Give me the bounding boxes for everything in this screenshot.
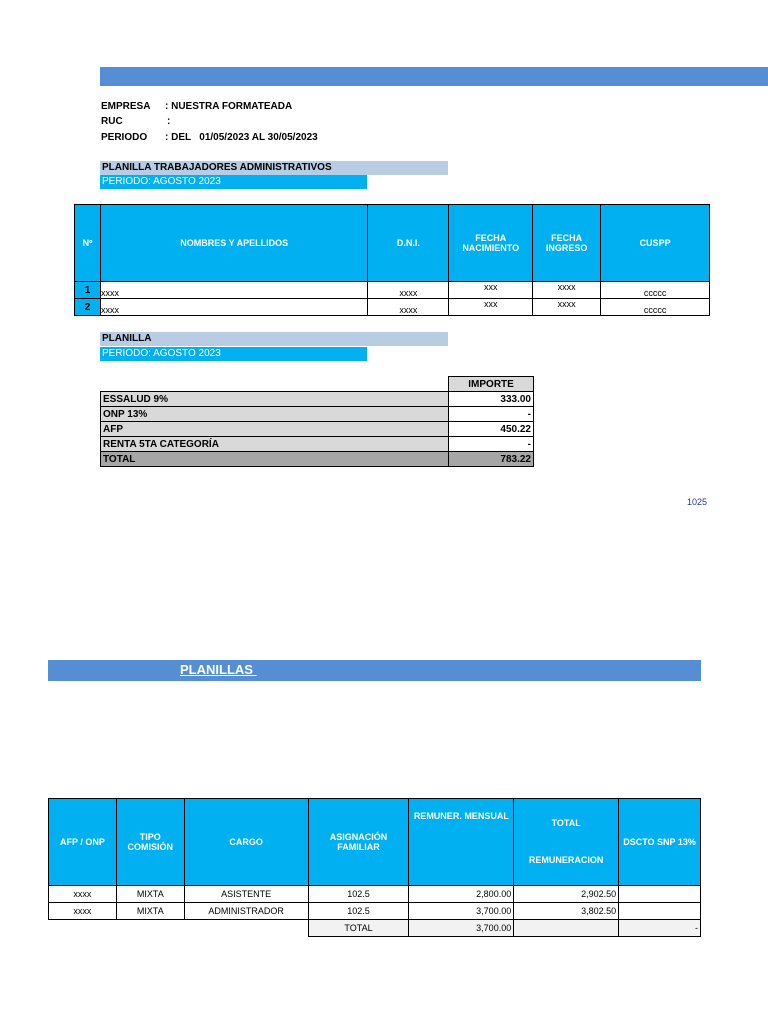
row-dni: xxxx [368,299,449,316]
section1-title: PLANILLA TRABAJADORES ADMINISTRATIVOS [100,161,448,175]
row-cuspp: ccccc [601,282,710,299]
row-name: xxxx [100,299,367,316]
row-cargo: ASISTENTE [184,886,308,903]
summary-total-value: 783.22 [449,452,534,467]
summary-row [101,422,534,437]
planillas-table-header [49,799,701,886]
col-asig: ASIGNACIÓN FAMILIAR [308,799,409,886]
periodo-value: : DEL 01/05/2023 AL 30/05/2023 [165,132,318,143]
table-row [75,282,710,299]
empresa-label: EMPRESA [101,101,151,112]
col-num: Nº [75,205,101,282]
table-row [49,903,701,920]
table-row [75,299,710,316]
row-total: 3,802.50 [514,903,619,920]
row-dscto [619,886,701,903]
row-afp: xxxx [49,903,117,920]
summary-label: ESSALUD 9% [101,392,449,407]
row-num: 2 [75,299,101,316]
row-num: 1 [75,282,101,299]
ruc-label: RUC [101,116,123,127]
col-total-top: TOTAL [551,818,581,828]
col-total [514,799,619,886]
row-dni: xxxx [368,282,449,299]
row-cuspp: ccccc [601,299,710,316]
workers-table-header [75,205,710,282]
periodo-label: PERIODO [101,132,148,143]
marker-number: 1025 [687,497,708,507]
summary-row [101,392,534,407]
summary-value: - [449,437,534,452]
planillas-total-remun: 3,700.00 [409,920,514,937]
row-remun: 2,800.00 [409,886,514,903]
col-dscto: DSCTO SNP 13% [619,799,701,886]
summary-value: 333.00 [449,392,534,407]
row-asig: 102.5 [308,886,409,903]
row-nac: xxx [449,282,533,299]
row-remun: 3,700.00 [409,903,514,920]
summary-table [100,376,534,467]
planillas-band [48,660,701,681]
row-tipo: MIXTA [116,903,184,920]
section2-period: PERIODO: AGOSTO 2023 [100,347,367,361]
summary-row [101,407,534,422]
row-cargo: ADMINISTRADOR [184,903,308,920]
row-tipo: MIXTA [116,886,184,903]
empty-cell [184,920,308,937]
col-total-bottom: REMUNERACION [528,855,604,865]
summary-value: - [449,407,534,422]
row-name: xxxx [100,282,367,299]
summary-label: RENTA 5TA CATEGORÍA [101,437,449,452]
col-fecha-nac: FECHA NACIMIENTO [449,205,533,282]
row-ing: xxxx [533,282,601,299]
row-dscto [619,903,701,920]
planillas-total-dscto: - [619,920,701,937]
row-ing: xxxx [533,299,601,316]
summary-empty-cell [101,377,449,392]
col-tipo: TIPO COMISIÓN [116,799,184,886]
workers-table [74,204,710,316]
row-asig: 102.5 [308,903,409,920]
col-cargo: CARGO [184,799,308,886]
importe-header: IMPORTE [449,377,534,392]
planillas-table [48,798,701,937]
section1-period: PERIODO: AGOSTO 2023 [100,175,367,189]
empty-cell [116,920,184,937]
col-dni: D.N.I. [368,205,449,282]
col-fecha-ing: FECHA INGRESO [533,205,601,282]
planillas-total-row [49,920,701,937]
section2-title: PLANILLA [100,332,448,346]
col-nombres: NOMBRES Y APELLIDOS [100,205,367,282]
empresa-value: : NUESTRA FORMATEADA [165,101,293,112]
ruc-value: : [167,116,171,127]
table-row [49,886,701,903]
col-afp: AFP / ONP [49,799,117,886]
summary-row [101,437,534,452]
summary-label: ONP 13% [101,407,449,422]
summary-value: 450.22 [449,422,534,437]
planillas-title: PLANILLAS [180,662,257,677]
planillas-total-empty [514,920,619,937]
row-total: 2,902.50 [514,886,619,903]
row-afp: xxxx [49,886,117,903]
planillas-total-label: TOTAL [308,920,409,937]
col-cuspp: CUSPP [601,205,710,282]
empty-cell [49,920,117,937]
summary-total-label: TOTAL [101,452,449,467]
col-remun: REMUNER. MENSUAL [409,799,514,886]
row-nac: xxx [449,299,533,316]
top-header-band [100,67,768,86]
summary-total-row [101,452,534,467]
summary-label: AFP [101,422,449,437]
